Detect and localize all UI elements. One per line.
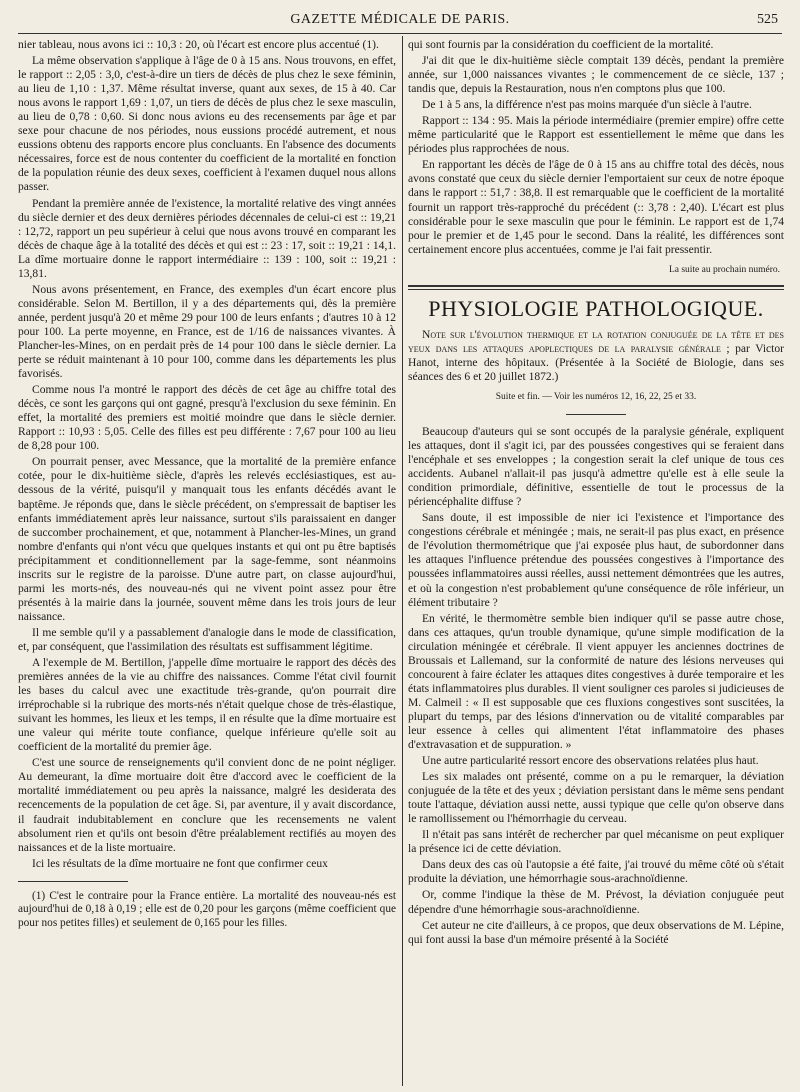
paragraph: Les six malades ont présenté, comme on a pu le remarquer, la déviation conjuguée de la tête et des yeux ; déviation persistant dans le même sens pendant toute l'attaque, déviation aussi nette, aussi typique que celle qu'on observe dans le ramollissement ou l'hémorrhagie du cerveau.	[408, 771, 784, 826]
paragraph: Comme nous l'a montré le rapport des décès de cet âge au chiffre total des décès, ce sont les garçons qui ont gagné, presqu'à l'exclusion du sexe féminin. En effet, la mortalité des premiers est moitié moindre que dans le siècle dernier. Rapport :: 10,93 : 5,05. Celle des filles est peu différente : 7,67 pour 100 au lieu de 8,28 pour 100.	[18, 384, 396, 453]
paragraph: Or, comme l'indique la thèse de M. Prévost, la déviation conjuguée peut dépendre d'une hémorrhagie sous-arachnoïdienne.	[408, 889, 784, 916]
paragraph: C'est une source de renseignements qu'il convient donc de ne point négliger. Au demeurant, la dîme mortuaire doit être d'accord avec le coefficient de la mortalité immédiatement ou peu après la naissance, malgré les desiderata des recencements de la population de cet âge. Si, par aventure, il y avait discordance, il faudrait indubitablement en conclure que les recensements ne valent absolument rien et qu'ils ont besoin d'être préalablement rectifiés au moyen des naissances et de la liste mortuaire.	[18, 757, 396, 854]
section-title: PHYSIOLOGIE PATHOLOGIQUE.	[428, 295, 764, 321]
header-rule	[18, 33, 782, 34]
paragraph: nier tableau, nous avons ici :: 10,3 : 20, où l'écart est encore plus accentué (1).	[18, 39, 379, 51]
paragraph: Pendant la première année de l'existence, la mortalité relative des vingt années du siècle dernier et des deux dernières périodes décennales de celui-ci est :: 19,21 : 12,72, rapport un peu supérieur à celui que nous avons trouvé en comparant les décès de chaque âge à la totalité des décès et qui est :: 23 : 17, soit :: 19,21 : 14,1. La dîme mortuaire donne le rapport intermédiaire :: 139 : 100, soit :: 19,21 : 13,81.	[18, 197, 396, 280]
paragraph: Cet auteur ne cite d'ailleurs, à ce propos, que deux observations de M. Lépine, qui font aussi la base d'un mémoire présenté à la Société	[408, 919, 784, 946]
paragraph: J'ai dit que le dix-huitième siècle comptait 139 décès, pendant la première année, sur 1,000 naissances vivantes ; le commencement de ce siècle, 137 ; tandis que, depuis la Restauration, nous n'en comptons plus que 100.	[408, 55, 784, 96]
paragraph: Il me semble qu'il y a passablement d'analogie dans le mode de classification, et, par conséquent, que l'assimilation des résultats est suffisamment légitime.	[18, 626, 396, 653]
paragraph: Nous avons présentement, en France, des exemples d'un écart encore plus considérable. Selon M. Bertillon, il y a des départements qui, dès la première année, perdent jusqu'à 20 et même 29 pour 100 de leurs enfants ; d'autres 10 à 12 pour 100. La perte moyenne, en France, est de 1/16 de naissances vivantes. À Plancher-les-Mines, on en perdait près de 14 pour 100 dans le siècle dernier. La perte se réduit maintenant à 10 pour 100, comme dans les départements les plus favorisés.	[18, 283, 396, 381]
small-rule	[566, 414, 626, 415]
page-header	[18, 4, 782, 32]
journal-title: GAZETTE MÉDICALE DE PARIS.	[290, 12, 510, 27]
footnote	[18, 890, 396, 931]
paragraph: En rapportant les décès de l'âge de 0 à 15 ans au chiffre total des décès, nous avons constaté que ceux du siècle dernier l'emportaient sur ceux de notre époque dans le rapport :: 51,7 : 38,8. Il est remarquable que le coefficient de la mortalité fournit un rapport très-rapproché du précédent (:: 3,78 : 2,40). L'écart est plus considérable pour le sexe masculin que pour le féminin. Le rapport est de 1,74 pour le premier et de 1,45 pour le second. Dans la réalité, les différences sont certainement encore plus accentuées, comme je l'ai fait pressentir.	[408, 159, 784, 256]
footnote-text: (1) C'est le contraire pour la France entière. La mortalité des nouveau-nés est aujourd'hui de 0,18 à 0,19 ; elle est de 0,20 pour les garçons (même coefficient que pour nos petites filles) et seulement de 0,165 pour les filles.	[18, 889, 396, 929]
section-rule-thin	[408, 289, 784, 290]
paragraph: Une autre particularité ressort encore des observations relatées plus haut.	[422, 755, 759, 768]
paragraph: Sans doute, il est impossible de nier ici l'existence et l'importance des congestions cérébrale et méningée ; mais, ne serait-il pas plus exact, en présence de l'évolution thermométrique que j'ai exposée plus haut, de subordonner dans les attaques l'influence prétendue des poussées congestives à l'importance des poussées inflammatoires aussi réelles, aussi nettement démontrées que les autres, et où la congestion n'est probablement qu'une conséquence de rôle inférieur, un élément tributaire ?	[408, 512, 784, 609]
article-heading	[408, 328, 784, 384]
column-divider	[402, 36, 403, 1086]
paragraph: Rapport :: 134 : 95. Mais la période intermédiaire (premier empire) offre cette même particularité que le Rapport est essentiellement le même que dans les périodes plus rapprochées de nous.	[408, 115, 784, 156]
paragraph: Ici les résultats de la dîme mortuaire ne font que confirmer ceux	[32, 857, 328, 870]
article-heading-title: Note sur l'évolution thermique et la rotation conjuguée de la tête et des yeux dans les attaques apoplectiques de la paralysie générale ;	[408, 328, 784, 355]
right-column	[408, 38, 784, 1088]
paragraph: La même observation s'applique à l'âge de 0 à 15 ans. Nous trouvons, en effet, le rapport :: 2,05 : 3,0, c'est-à-dire un tiers de décès de plus chez le sexe féminin, au lieu de 1,10 : 1,37. Même résultat inverse, quant aux sexes, de 15 à 40. Car nous avons le rapport 1,69 : 1,07, un tiers de décès de plus chez le sexe masculin, au lieu de 0,78 : 0,60. Si donc nous avions eu des recensements par âge et par sexe pour chacune de nos périodes, nous eussions procédé autrement, et nous eussions obtenu des rapports encore plus concluants. En l'absence des documents nécessaires, force est de nous contenter du coefficient de la mortalité en fonction de la population réunie des deux sexes, coefficient à l'examen duquel nous allons passer.	[18, 55, 396, 194]
paragraph: On pourrait penser, avec Messance, que la mortalité de la première enfance cotée, pour le dix-huitième siècle, d'après les relevés ecclésiastiques, est au-dessous de la vérité, puisqu'il y manquait tous les enfants décédés avant le baptême. Je réponds que, dans le siècle précédent, on s'empressait de baptiser les enfants immédiatement après leur naissance, surtout s'ils paraissaient en danger de succomber prochainement, et que, notamment à Plancher-les-Mines, un grand nombre d'enfants qui n'ont vécu que quelques instants et qui ont pu être baptisés précipitamment et conditionnellement par la sage-femme, sont néanmoins inscrits sur le registre de la paroisse. D'une autre part, on classe aujourd'hui, parmi les morts-nés, des nouveau-nés qui ne vivent point assez pour être présentés à la mairie dans la journée, souvent même dans les trois jours de leur naissance.	[18, 456, 396, 623]
left-column	[18, 38, 396, 1088]
paragraph: Dans deux des cas où l'autopsie a été faite, j'ai trouvé du même côté où s'était produite la déviation, une hémorrhagie sous-arachnoïdienne.	[408, 859, 784, 886]
paragraph: De 1 à 5 ans, la différence n'est pas moins marquée d'un siècle à l'autre.	[422, 99, 752, 112]
paragraph: A l'exemple de M. Bertillon, j'appelle dîme mortuaire le rapport des décès des premières années de la vie au chiffre des naissances. Comme l'état civil fournit les bases du calcul avec une exactitude très-grande, qu'on pourrait dire irréprochable si la rubrique des morts-nés n'était quelque chose de très-élastique, suivant les hommes, les lieux et les temps, il en résulte que la dîme mortuaire est une valeur qui mérite toute confiance, quelque inférieure qu'elle soit au coefficient de la mortalité du premier âge.	[18, 657, 396, 754]
paragraph: En vérité, le thermomètre semble bien indiquer qu'il se passe autre chose, dans ces attaques, qu'un trouble dynamique, qu'une simple modification de la circulation méningée et cérébrale. Il vient appuyer les anciennes doctrines de Broussais et Lallemand, sur la conformité de nature des lésions nerveuses qui concourent à faire éclater les attaques dites congestives à durée temporaire et les états inflammatoires plus durables. Il vient souligner ces paroles si judicieuses de M. Calmeil : « Il est supposable que ces fluxions congestives sont suscitées, la plupart du temps, par des lésions d'innervation ou de vitalité comparables par leur essence à celles qui alimentent l'état inflammatoire des phases d'extravasation et de suppuration. »	[408, 612, 784, 752]
paragraph: Beaucoup d'auteurs qui se sont occupés de la paralysie générale, expliquent les attaques, dont il s'agit ici, par des poussées congestives qui se feraient dans l'encéphale et ses enveloppes ; la congestion serait la clef unique de tous ces accidents. Aubanel n'allait-il pas jusqu'à admettre qu'elle est à elle seule la condition primordiale, définitive, essentielle de tout le processus de la périencéphalite diffuse ?	[408, 425, 784, 509]
page-number: 525	[757, 12, 778, 27]
footnote-rule	[18, 881, 128, 882]
section-rule	[408, 285, 784, 287]
article-heading-author: par Victor Hanot, interne des hôpitaux. (Présentée à la Société de Biologie, dans ses séances des 6 et 20 juillet 1872.)	[408, 342, 784, 383]
paragraph: Il n'était pas sans intérêt de rechercher par quel mécanisme on peut expliquer la présence ici de cette déviation.	[408, 829, 784, 856]
suite-note: Suite et fin. — Voir les numéros 12, 16, 22, 25 et 33.	[495, 391, 697, 402]
continued-note: La suite au prochain numéro.	[668, 264, 780, 275]
paragraph: qui sont fournis par la considération du coefficient de la mortalité.	[408, 39, 714, 51]
